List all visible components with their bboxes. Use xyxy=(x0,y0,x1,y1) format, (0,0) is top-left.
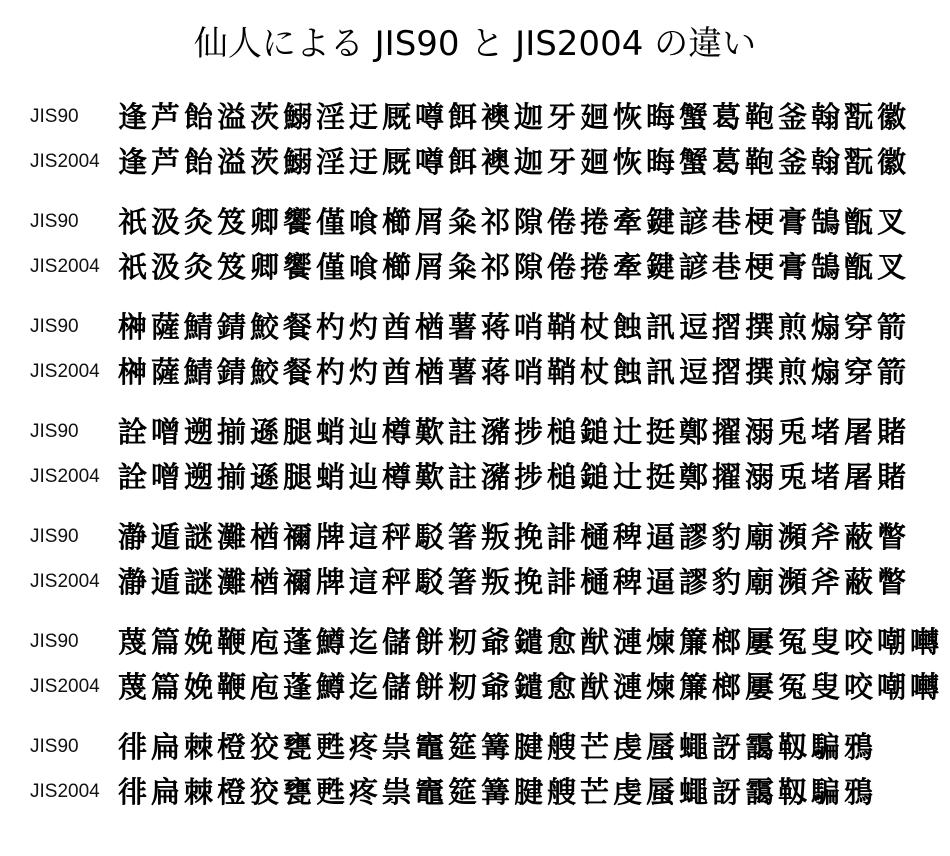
row-label-jis90: JIS90 xyxy=(30,211,79,232)
glyph-sequence-jis2004: 蔑篇娩鞭庖蓬鱒迄儲餅籾爺鑓愈猷漣煉簾榔屢冤叟咬嘲囀 xyxy=(118,670,944,704)
comparison-group-1 xyxy=(0,92,950,197)
row-jis2004 xyxy=(0,140,950,184)
row-label-jis2004: JIS2004 xyxy=(30,781,100,802)
glyph-sequence-jis2004: 逢芦飴溢茨鰯淫迂厩噂餌襖迦牙廻恢晦蟹葛鞄釜翰翫徽 xyxy=(118,145,911,179)
row-jis90 xyxy=(0,725,950,769)
row-jis90 xyxy=(0,515,950,559)
row-label-jis2004: JIS2004 xyxy=(30,571,100,592)
glyph-sequence-jis2004: 榊薩鯖錆鮫餐杓灼酋楢薯蒋哨鞘杖蝕訊逗摺撰煎煽穿箭 xyxy=(118,355,911,389)
comparison-group-3 xyxy=(0,302,950,407)
row-jis2004 xyxy=(0,560,950,604)
row-jis2004 xyxy=(0,455,950,499)
row-label-jis2004: JIS2004 xyxy=(30,151,100,172)
row-jis90 xyxy=(0,95,950,139)
row-jis90 xyxy=(0,305,950,349)
comparison-table xyxy=(0,92,950,827)
glyph-sequence-jis90: 蔑篇娩鞭庖蓬鱒迄儲餅籾爺鑓愈猷漣煉簾榔屢冤叟咬嘲囀 xyxy=(118,625,944,659)
comparison-group-5 xyxy=(0,512,950,617)
glyph-sequence-jis90: 逢芦飴溢茨鰯淫迂厩噂餌襖迦牙廻恢晦蟹葛鞄釜翰翫徽 xyxy=(118,100,911,134)
row-label-jis2004: JIS2004 xyxy=(30,676,100,697)
row-label-jis2004: JIS2004 xyxy=(30,466,100,487)
row-label-jis90: JIS90 xyxy=(30,316,79,337)
row-jis2004 xyxy=(0,350,950,394)
row-jis2004 xyxy=(0,245,950,289)
page-title: 仙人による JIS90 と JIS2004 の違い xyxy=(193,24,757,64)
row-label-jis90: JIS90 xyxy=(30,421,79,442)
glyph-sequence-jis2004: 瀞遁謎灘楢禰牌這秤駁箸叛挽誹樋稗逼謬豹廟瀕斧蔽瞥 xyxy=(118,565,911,599)
comparison-group-4 xyxy=(0,407,950,512)
glyph-sequence-jis90: 詮噌遡揃遜腿蛸辿樽歎註瀦捗槌鎚辻挺鄭擢溺兎堵屠賭 xyxy=(118,415,911,449)
comparison-group-7 xyxy=(0,722,950,827)
row-label-jis2004: JIS2004 xyxy=(30,361,100,382)
row-label-jis90: JIS90 xyxy=(30,736,79,757)
row-label-jis90: JIS90 xyxy=(30,106,79,127)
glyph-sequence-jis2004: 祇汲灸笈卿饗僅喰櫛屑粂祁隙倦捲牽鍵諺巷梗膏鵠甑叉 xyxy=(118,250,911,284)
row-jis2004 xyxy=(0,770,950,814)
glyph-sequence-jis2004: 徘扁棘橙狡甕甦疼祟竈筵篝腱艘芒虔蜃蠅訝靄靱騙鴉 xyxy=(118,775,878,809)
row-jis90 xyxy=(0,200,950,244)
comparison-group-2 xyxy=(0,197,950,302)
row-jis2004 xyxy=(0,665,950,709)
comparison-group-6 xyxy=(0,617,950,722)
glyph-sequence-jis90: 榊薩鯖錆鮫餐杓灼酋楢薯蒋哨鞘杖蝕訊逗摺撰煎煽穿箭 xyxy=(118,310,911,344)
glyph-sequence-jis90: 瀞遁謎灘楢禰牌這秤駁箸叛挽誹樋稗逼謬豹廟瀕斧蔽瞥 xyxy=(118,520,911,554)
row-label-jis90: JIS90 xyxy=(30,631,79,652)
glyph-sequence-jis90: 徘扁棘橙狡甕甦疼祟竈筵篝腱艘芒虔蜃蠅訝靄靱騙鴉 xyxy=(118,730,878,764)
row-jis90 xyxy=(0,410,950,454)
row-label-jis90: JIS90 xyxy=(30,526,79,547)
row-label-jis2004: JIS2004 xyxy=(30,256,100,277)
glyph-sequence-jis2004: 詮噌遡揃遜腿蛸辿樽歎註瀦捗槌鎚辻挺鄭擢溺兎堵屠賭 xyxy=(118,460,911,494)
glyph-sequence-jis90: 祇汲灸笈卿饗僅喰櫛屑粂祁隙倦捲牽鍵諺巷梗膏鵠甑叉 xyxy=(118,205,911,239)
row-jis90 xyxy=(0,620,950,664)
